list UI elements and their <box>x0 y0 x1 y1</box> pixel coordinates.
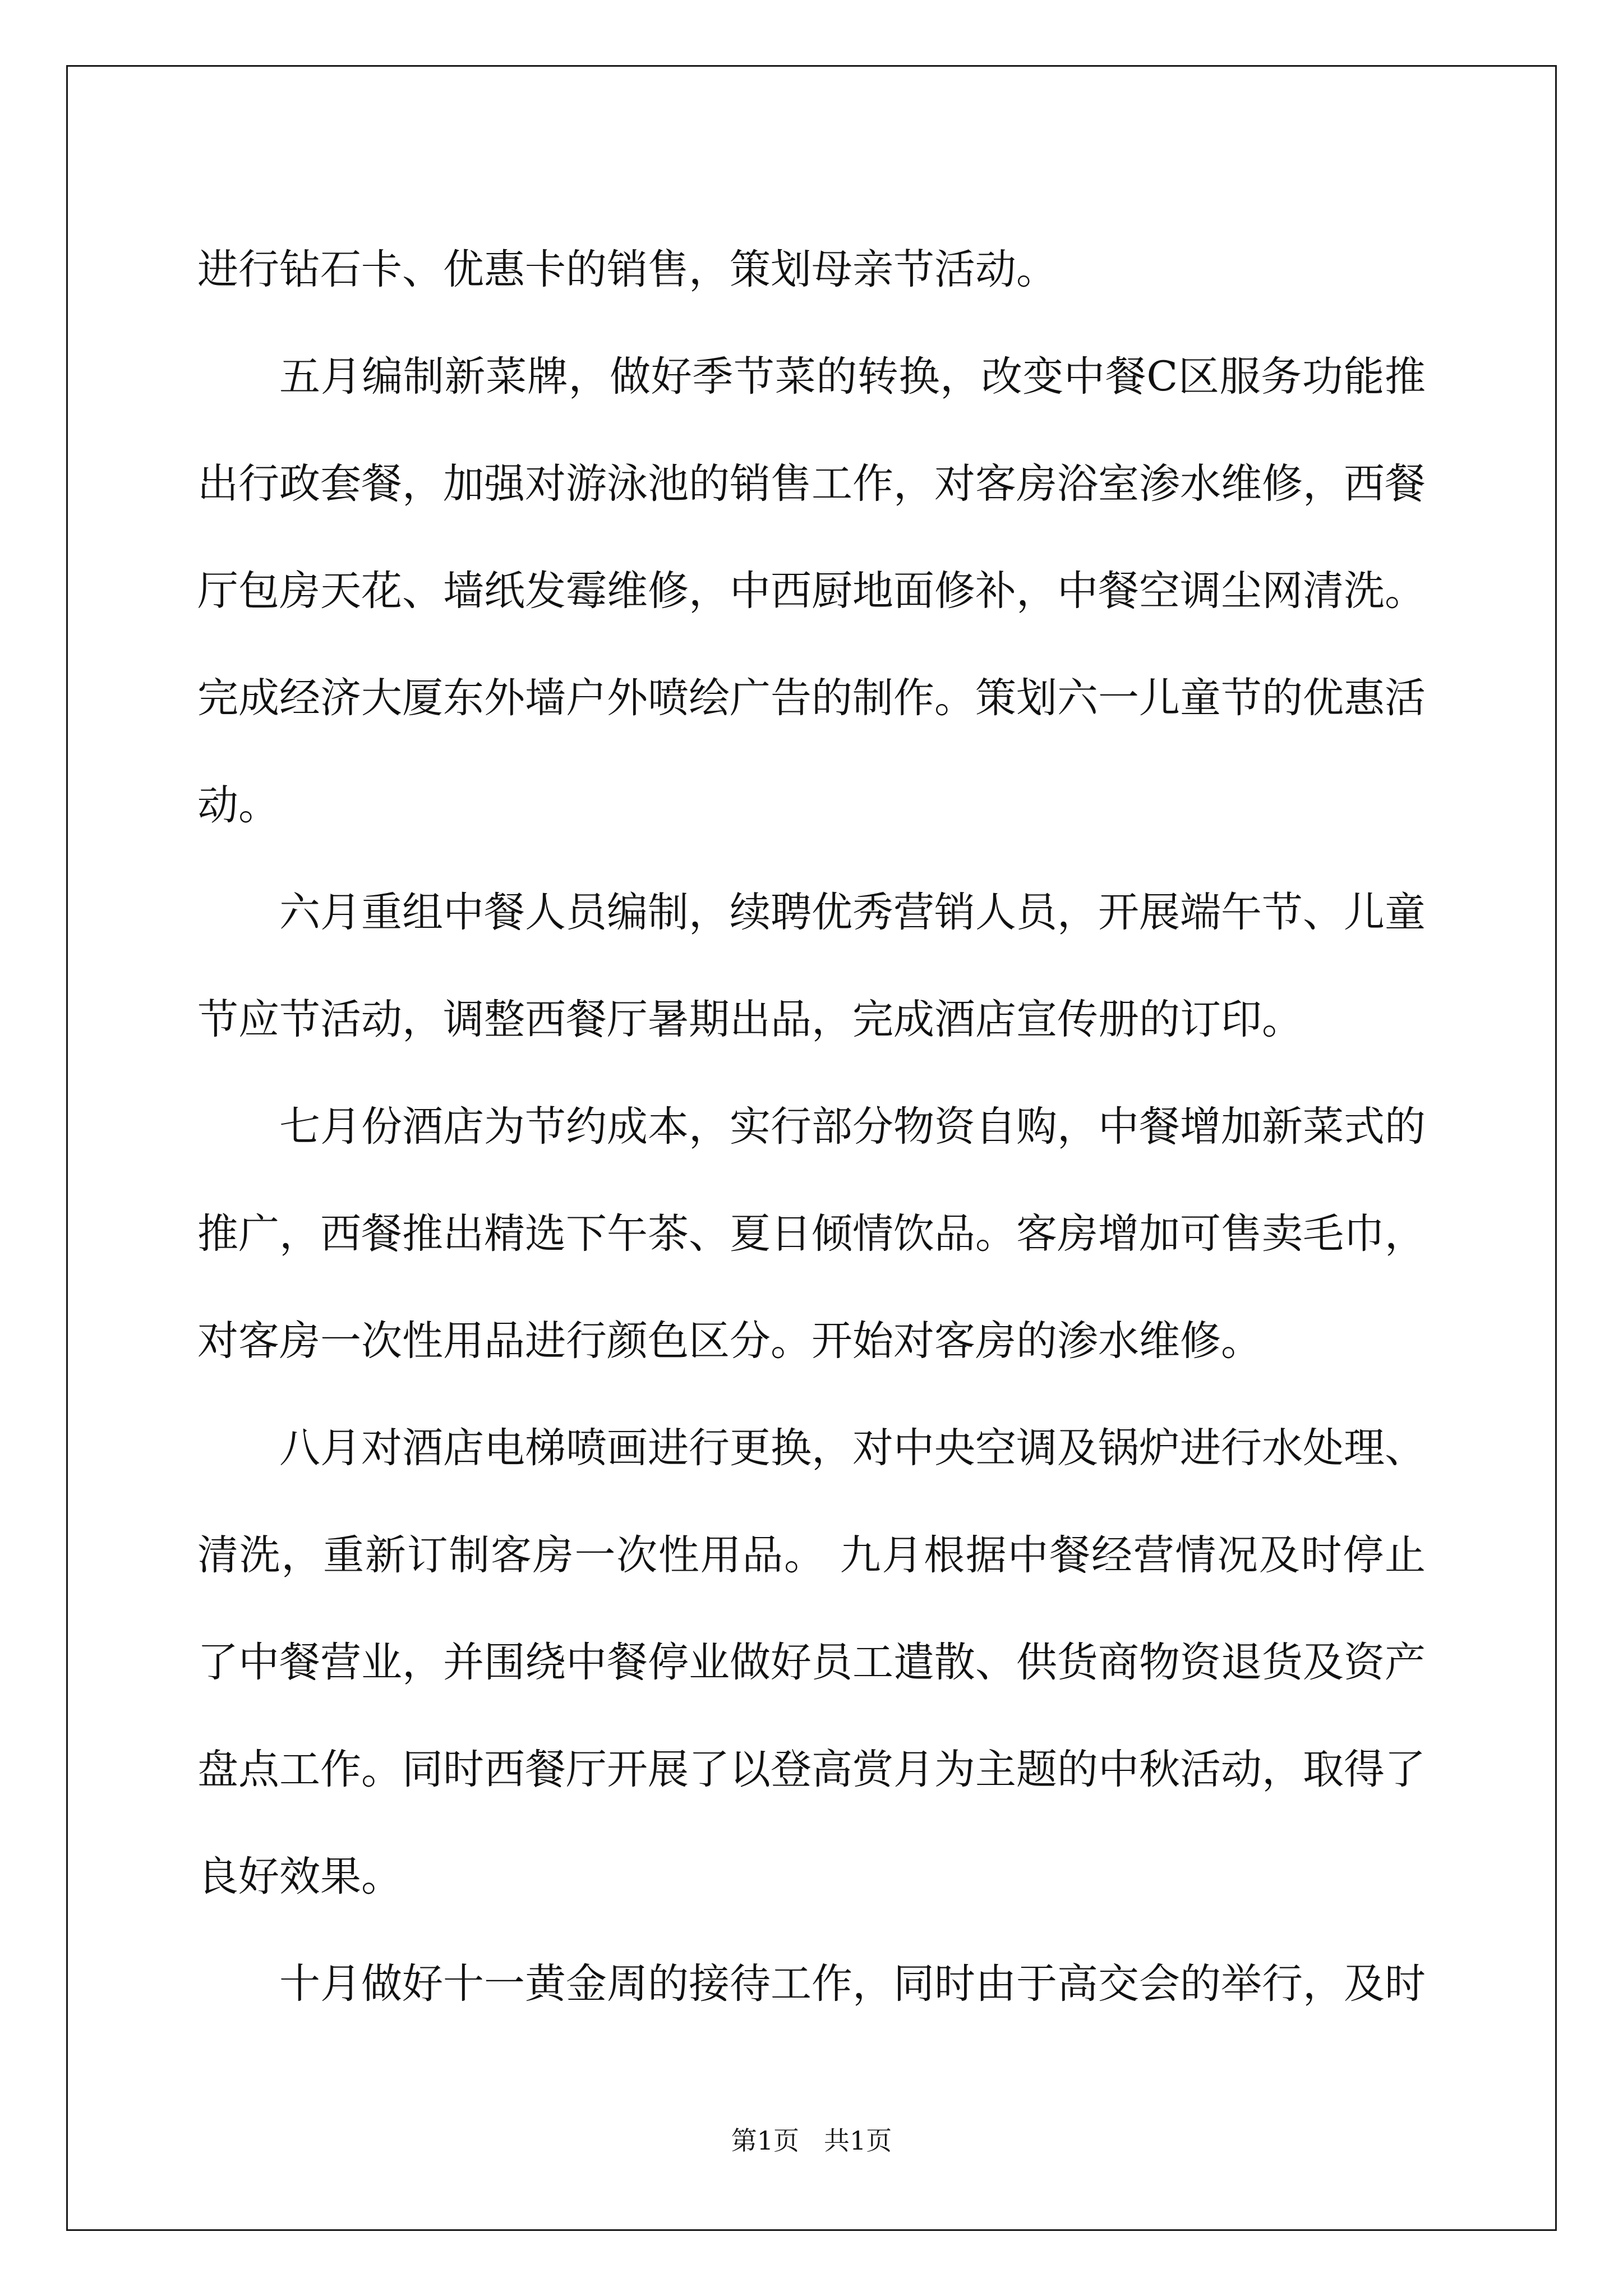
paragraph: 八月对酒店电梯喷画进行更换，对中央空调及锅炉进行水处理、清洗，重新订制客房一次性用品。 九月根据中餐经营情况及时停止了中餐营业，并围绕中餐停业做好员工遣散、供货商物资退货及资产盘点工作。同时西餐厅开展了以登高赏月为主题的中秋活动，取得了良好效果。 <box>197 1424 1426 1901</box>
paragraph: 六月重组中餐人员编制，续聘优秀营销人员，开展端午节、儿童节应节活动，调整西餐厅暑期出品，完成酒店宣传册的订印。 <box>197 889 1426 1043</box>
page-total: 共1页 <box>823 2125 892 2156</box>
paragraph: 七月份酒店为节约成本，实行部分物资自购，中餐增加新菜式的推广，西餐推出精选下午茶、夏日倾情饮品。客房增加可售卖毛巾，对客房一次性用品进行颜色区分。开始对客房的渗水维修。 <box>197 1103 1426 1365</box>
paragraph: 五月编制新菜牌，做好季节菜的转换，改变中餐C区服务功能推出行政套餐，加强对游泳池的销售工作，对客房浴室渗水维修，西餐厅包房天花、墙纸发霉维修，中西厨地面修补，中餐空调尘网清洗。完成经济大厦东外墙户外喷绘广告的制作。策划六一儿童节的优惠活动。 <box>197 353 1426 829</box>
page-footer <box>0 2120 1623 2157</box>
paragraph: 进行钻石卡、优惠卡的销售，策划母亲节活动。 <box>197 246 1057 293</box>
document-body <box>197 216 1426 2037</box>
page-number: 第1页 <box>731 2125 800 2156</box>
paragraph: 十月做好十一黄金周的接待工作，同时由于高交会的举行，及时 <box>279 1960 1426 2008</box>
